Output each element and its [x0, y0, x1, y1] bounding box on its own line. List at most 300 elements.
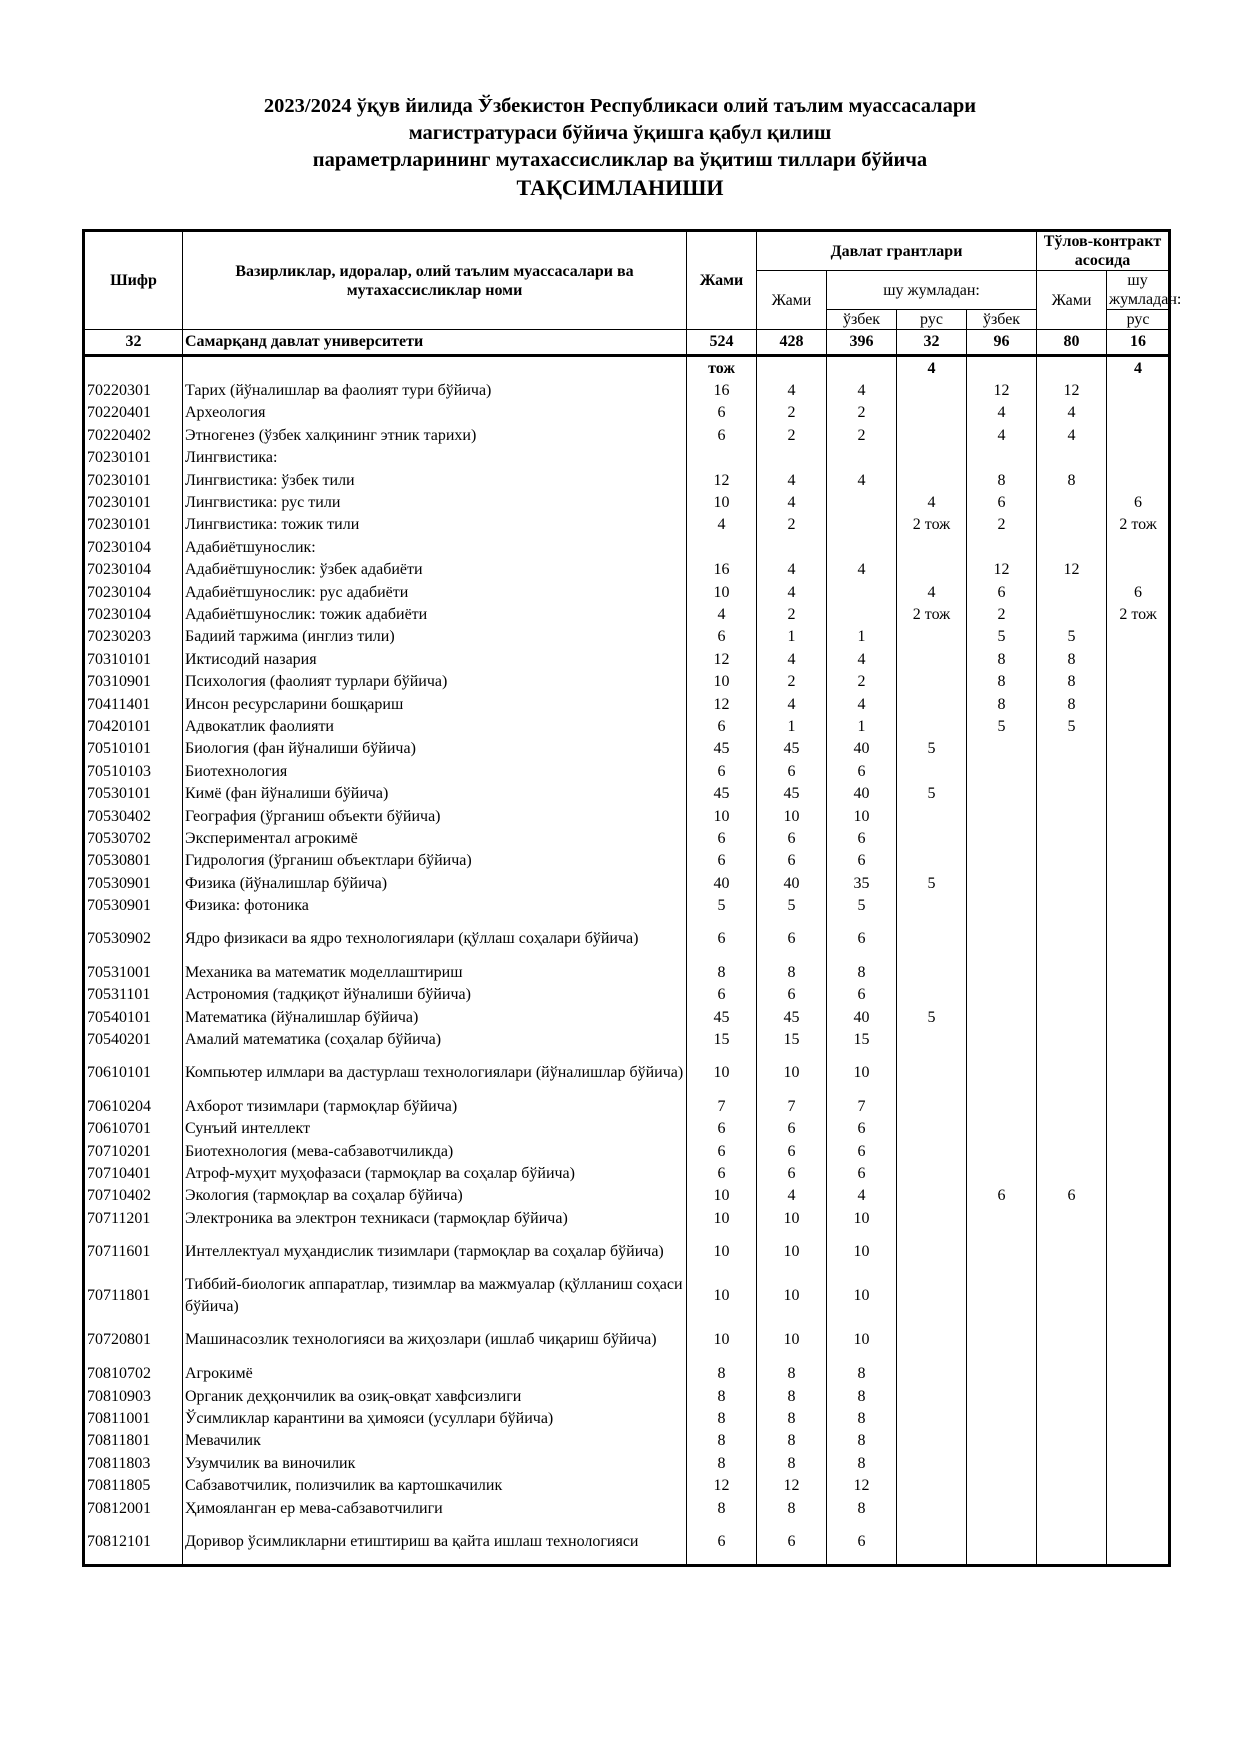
cell-grants-uzbek: 8: [827, 1363, 897, 1385]
specialty-code: 70230101: [84, 514, 183, 536]
specialty-code: 70610204: [84, 1095, 183, 1117]
specialty-code: 70720801: [84, 1318, 183, 1362]
cell-contract-uzbek: [1037, 1162, 1107, 1184]
specialty-code: 70530101: [84, 782, 183, 804]
specialty-name: Лингвистика: рус тили: [183, 491, 687, 513]
cell-contract-uzbek: [1037, 1318, 1107, 1362]
specialty-code: 70530702: [84, 827, 183, 849]
cell-contract-rus: [1107, 715, 1170, 737]
cell-contract-total: 4: [967, 402, 1037, 424]
specialty-name: Агрокимё: [183, 1363, 687, 1385]
table-row: [84, 1475, 1170, 1497]
cell-contract-rus: [1107, 827, 1170, 849]
cell-grants-total: 6: [757, 917, 827, 961]
specialty-name: Интеллектуал муҳандислик тизимлари (тармоқлар ва соҳалар бўйича): [183, 1229, 687, 1273]
cell-total: 6: [687, 850, 757, 872]
cell-grants-total: 6: [757, 1118, 827, 1140]
table-row: [84, 1095, 1170, 1117]
specialty-name: Биотехнология: [183, 760, 687, 782]
specialty-code: 70810903: [84, 1385, 183, 1407]
university-name: Самарқанд давлат университети: [183, 330, 687, 356]
cell-grants-uzbek: 4: [827, 379, 897, 401]
specialty-name: Ахборот тизимлари (тармоқлар бўйича): [183, 1095, 687, 1117]
cell-contract-total: 8: [967, 670, 1037, 692]
cell-grants-rus: [897, 536, 967, 558]
cell-grants-uzbek: 6: [827, 827, 897, 849]
cell-contract-rus: [1107, 961, 1170, 983]
cell-grants-rus: [897, 760, 967, 782]
cell-contract-rus: 2 тож: [1107, 603, 1170, 625]
cell-contract-total: 8: [967, 469, 1037, 491]
cell-total: 10: [687, 1051, 757, 1095]
cell-total: 8: [687, 1363, 757, 1385]
cell-contract-uzbek: 5: [1037, 715, 1107, 737]
cell-grants-total: 10: [757, 1207, 827, 1229]
cell-contract-rus: 6: [1107, 581, 1170, 603]
cell-contract-total: [967, 1207, 1037, 1229]
cell-grants-total: 10: [757, 1318, 827, 1362]
specialty-code: 70710201: [84, 1140, 183, 1162]
cell-contract-total: 4: [967, 424, 1037, 446]
cell-grants-total: 10: [757, 805, 827, 827]
cell-total: 40: [687, 872, 757, 894]
cell-contract-uzbek: [1037, 581, 1107, 603]
cell-grants-rus: 4: [897, 581, 967, 603]
cell-total: 45: [687, 738, 757, 760]
specialty-name: Тиббий-биологик аппаратлар, тизимлар ва мажмуалар (қўлланиш соҳаси бўйича): [183, 1274, 687, 1318]
cell-grants-uzbek: 6: [827, 984, 897, 1006]
table-row: [84, 805, 1170, 827]
university-contract-uzbek: 80: [1037, 330, 1107, 356]
cell-contract-total: [967, 536, 1037, 558]
cell-total: 4: [687, 603, 757, 625]
cell-contract-rus: [1107, 1162, 1170, 1184]
cell-contract-rus: [1107, 559, 1170, 581]
table-row: [84, 648, 1170, 670]
cell-grants-rus: [897, 447, 967, 469]
cell-contract-uzbek: 8: [1037, 469, 1107, 491]
cell-grants-total: 6: [757, 1162, 827, 1184]
cell-total: 45: [687, 1006, 757, 1028]
specialty-code: 70610701: [84, 1118, 183, 1140]
cell-contract-uzbek: [1037, 1452, 1107, 1474]
specialty-name: Этногенез (ўзбек халқининг этник тарихи): [183, 424, 687, 446]
cell-contract-uzbek: [1037, 805, 1107, 827]
table-row: [84, 1318, 1170, 1362]
table-row: [84, 1006, 1170, 1028]
cell-contract-rus: [1107, 1363, 1170, 1385]
cell-contract-rus: [1107, 760, 1170, 782]
cell-contract-rus: [1107, 1430, 1170, 1452]
cell-contract-uzbek: 8: [1037, 648, 1107, 670]
cell-contract-rus: [1107, 1185, 1170, 1207]
cell-contract-total: [967, 760, 1037, 782]
cell-contract-total: [967, 805, 1037, 827]
table-row: [84, 715, 1170, 737]
cell-contract-uzbek: [1037, 1207, 1107, 1229]
specialty-code: 70540201: [84, 1028, 183, 1050]
cell-total: 8: [687, 961, 757, 983]
specialty-code: 70531101: [84, 984, 183, 1006]
note-row: [84, 356, 1170, 380]
university-contract-rus: 16: [1107, 330, 1170, 356]
cell-contract-total: [967, 1095, 1037, 1117]
cell-total: 8: [687, 1385, 757, 1407]
specialty-code: 70510101: [84, 738, 183, 760]
cell-grants-total: 6: [757, 850, 827, 872]
cell-contract-total: [967, 1452, 1037, 1474]
specialty-code: 70530902: [84, 917, 183, 961]
cell-contract-rus: [1107, 379, 1170, 401]
cell-contract-uzbek: [1037, 1497, 1107, 1519]
specialty-code: 70220401: [84, 402, 183, 424]
cell-grants-uzbek: 40: [827, 1006, 897, 1028]
cell-contract-total: [967, 1407, 1037, 1429]
cell-contract-uzbek: [1037, 1028, 1107, 1050]
specialty-name: Инсон ресурсларини бошқариш: [183, 693, 687, 715]
specialty-code: 70812101: [84, 1519, 183, 1565]
specialty-name: Астрономия (тадқиқот йўналиши бўйича): [183, 984, 687, 1006]
cell-contract-rus: [1107, 984, 1170, 1006]
specialty-code: 70510103: [84, 760, 183, 782]
specialty-code: 70310901: [84, 670, 183, 692]
specialty-name: Лингвистика:: [183, 447, 687, 469]
cell-total: [687, 536, 757, 558]
cell-grants-rus: [897, 693, 967, 715]
cell-contract-total: [967, 1140, 1037, 1162]
table-row: [84, 1274, 1170, 1318]
cell-contract-rus: [1107, 1140, 1170, 1162]
specialty-code: 70420101: [84, 715, 183, 737]
cell-contract-uzbek: [1037, 850, 1107, 872]
cell-grants-uzbek: 4: [827, 1185, 897, 1207]
cell-grants-uzbek: 4: [827, 559, 897, 581]
cell-contract-uzbek: [1037, 961, 1107, 983]
cell-grants-uzbek: 10: [827, 805, 897, 827]
cell-contract-total: [967, 1497, 1037, 1519]
table-row: [84, 1185, 1170, 1207]
table-row: [84, 581, 1170, 603]
cell-grants-rus: [897, 917, 967, 961]
cell-total: 6: [687, 1162, 757, 1184]
cell-total: 8: [687, 1497, 757, 1519]
specialty-name: Адабиётшунослик: тожик адабиёти: [183, 603, 687, 625]
cell-contract-total: 6: [967, 1185, 1037, 1207]
cell-grants-rus: [897, 827, 967, 849]
cell-contract-rus: [1107, 536, 1170, 558]
table-row: [84, 1519, 1170, 1565]
cell-grants-total: 8: [757, 1407, 827, 1429]
cell-contract-rus: [1107, 1274, 1170, 1318]
cell-grants-total: 10: [757, 1274, 827, 1318]
specialty-name: Адвокатлик фаолияти: [183, 715, 687, 737]
header-grants-uzbek: ўзбек: [827, 310, 897, 330]
table-row: [84, 850, 1170, 872]
cell-grants-rus: [897, 1095, 967, 1117]
cell-grants-uzbek: [827, 536, 897, 558]
specialty-code: 70812001: [84, 1497, 183, 1519]
cell-contract-uzbek: [1037, 1095, 1107, 1117]
cell-grants-total: 12: [757, 1475, 827, 1497]
table-row: [84, 626, 1170, 648]
header-contract: Тўлов-контракт асосида: [1037, 231, 1170, 271]
specialty-name: Узумчилик ва виночилик: [183, 1452, 687, 1474]
specialty-name: Электроника ва электрон техникаси (тармоқлар бўйича): [183, 1207, 687, 1229]
table-row: [84, 738, 1170, 760]
cell-grants-uzbek: 10: [827, 1318, 897, 1362]
cell-contract-rus: [1107, 1118, 1170, 1140]
cell-contract-rus: [1107, 1497, 1170, 1519]
cell-grants-rus: [897, 894, 967, 916]
cell-grants-total: 6: [757, 1519, 827, 1565]
cell-contract-rus: [1107, 1028, 1170, 1050]
university-total: 524: [687, 330, 757, 356]
cell-grants-uzbek: 12: [827, 1475, 897, 1497]
table-row: [84, 917, 1170, 961]
cell-contract-uzbek: [1037, 872, 1107, 894]
cell-contract-total: [967, 782, 1037, 804]
specialty-name: Экспериментал агрокимё: [183, 827, 687, 849]
cell-grants-uzbek: 10: [827, 1051, 897, 1095]
cell-contract-uzbek: [1037, 536, 1107, 558]
specialty-code: 70810702: [84, 1363, 183, 1385]
cell-grants-rus: [897, 984, 967, 1006]
cell-total: 10: [687, 491, 757, 513]
cell-grants-total: 2: [757, 424, 827, 446]
cell-grants-rus: 5: [897, 872, 967, 894]
header-grants-including: шу жумладан:: [827, 271, 1037, 310]
cell-grants-uzbek: 35: [827, 872, 897, 894]
cell-total: 6: [687, 1519, 757, 1565]
cell-total: 10: [687, 1318, 757, 1362]
header-contract-total: Жами: [1037, 271, 1107, 330]
cell-grants-uzbek: [827, 491, 897, 513]
cell-grants-uzbek: 6: [827, 1519, 897, 1565]
cell-contract-rus: [1107, 1006, 1170, 1028]
cell-contract-uzbek: [1037, 1385, 1107, 1407]
cell-contract-rus: [1107, 917, 1170, 961]
cell-contract-uzbek: [1037, 738, 1107, 760]
cell-grants-uzbek: 8: [827, 1497, 897, 1519]
cell-contract-rus: [1107, 1318, 1170, 1362]
header-contract-rus: рус: [1107, 310, 1170, 330]
header-grants: Давлат грантлари: [757, 231, 1037, 271]
table-row: [84, 1430, 1170, 1452]
specialty-code: 70811001: [84, 1407, 183, 1429]
table-row: [84, 402, 1170, 424]
specialty-name: Лингвистика: тожик тили: [183, 514, 687, 536]
header-name: Вазирликлар, идоралар, олий таълим муассасалари ва мутахассисликлар номи: [183, 231, 687, 330]
cell-grants-rus: 2 тож: [897, 514, 967, 536]
cell-grants-total: 4: [757, 1185, 827, 1207]
cell-grants-uzbek: 7: [827, 1095, 897, 1117]
specialty-code: 70411401: [84, 693, 183, 715]
cell-grants-uzbek: 15: [827, 1028, 897, 1050]
specialty-code: 70711601: [84, 1229, 183, 1273]
cell-grants-total: 2: [757, 514, 827, 536]
specialty-name: Биотехнология (мева-сабзавотчиликда): [183, 1140, 687, 1162]
cell-total: 7: [687, 1095, 757, 1117]
cell-contract-total: [967, 1006, 1037, 1028]
cell-contract-rus: [1107, 670, 1170, 692]
specialty-name: Физика (йўналишлар бўйича): [183, 872, 687, 894]
specialty-code: 70530901: [84, 872, 183, 894]
specialty-code: 70530801: [84, 850, 183, 872]
cell-grants-total: 4: [757, 379, 827, 401]
cell-grants-rus: 4: [897, 491, 967, 513]
cell-contract-total: 12: [967, 379, 1037, 401]
cell-contract-rus: [1107, 850, 1170, 872]
cell-contract-uzbek: 12: [1037, 379, 1107, 401]
cell-grants-rus: [897, 469, 967, 491]
cell-grants-total: 7: [757, 1095, 827, 1117]
specialty-code: 70710402: [84, 1185, 183, 1207]
cell-contract-uzbek: [1037, 984, 1107, 1006]
specialty-code: 70540101: [84, 1006, 183, 1028]
cell-grants-rus: [897, 1140, 967, 1162]
cell-contract-rus: [1107, 894, 1170, 916]
specialty-code: 70811803: [84, 1452, 183, 1474]
specialty-name: Атроф-муҳит муҳофазаси (тармоқлар ва соҳалар бўйича): [183, 1162, 687, 1184]
specialty-name: Ҳимояланган ер мева-сабзавотчилиги: [183, 1497, 687, 1519]
cell-total: 10: [687, 1185, 757, 1207]
cell-contract-uzbek: [1037, 1006, 1107, 1028]
cell-total: 10: [687, 581, 757, 603]
university-code: 32: [84, 330, 183, 356]
cell-contract-rus: [1107, 872, 1170, 894]
cell-contract-uzbek: [1037, 447, 1107, 469]
cell-total: 6: [687, 715, 757, 737]
cell-grants-total: 40: [757, 872, 827, 894]
table-row: [84, 1497, 1170, 1519]
cell-grants-rus: [897, 1519, 967, 1565]
cell-contract-uzbek: 4: [1037, 424, 1107, 446]
cell-contract-total: [967, 984, 1037, 1006]
header-contract-including: шу жумладан:: [1107, 271, 1170, 310]
cell-grants-uzbek: 10: [827, 1207, 897, 1229]
cell-total: 10: [687, 1207, 757, 1229]
cell-contract-total: 2: [967, 603, 1037, 625]
cell-contract-rus: [1107, 1475, 1170, 1497]
cell-contract-rus: [1107, 402, 1170, 424]
cell-grants-total: 6: [757, 984, 827, 1006]
cell-contract-total: [967, 872, 1037, 894]
cell-grants-total: 8: [757, 1497, 827, 1519]
cell-grants-uzbek: 2: [827, 670, 897, 692]
specialty-code: 70230104: [84, 603, 183, 625]
cell-total: 6: [687, 760, 757, 782]
cell-grants-total: [757, 536, 827, 558]
specialty-name: Адабиётшунослик: рус адабиёти: [183, 581, 687, 603]
table-row: [84, 894, 1170, 916]
cell-grants-uzbek: 1: [827, 715, 897, 737]
cell-grants-rus: [897, 670, 967, 692]
cell-contract-uzbek: [1037, 1475, 1107, 1497]
specialty-name: Ядро физикаси ва ядро технологиялари (қўллаш соҳалари бўйича): [183, 917, 687, 961]
cell-grants-uzbek: 8: [827, 1430, 897, 1452]
cell-grants-rus: [897, 1274, 967, 1318]
cell-grants-uzbek: 4: [827, 648, 897, 670]
specialty-name: Адабиётшунослик:: [183, 536, 687, 558]
cell-grants-uzbek: 8: [827, 1385, 897, 1407]
specialty-code: 70811805: [84, 1475, 183, 1497]
cell-contract-uzbek: [1037, 894, 1107, 916]
note-grants-rus: 4: [897, 356, 967, 380]
university-grants-rus: 32: [897, 330, 967, 356]
table-row: [84, 469, 1170, 491]
title-line-3: параметрларининг мутахассисликлар ва ўқитиш тиллари бўйича: [312, 149, 928, 171]
table-row: [84, 827, 1170, 849]
specialty-name: Тарих (йўналишлар ва фаолият тури бўйича): [183, 379, 687, 401]
cell-grants-total: 8: [757, 1452, 827, 1474]
cell-contract-rus: [1107, 1095, 1170, 1117]
cell-grants-total: 2: [757, 603, 827, 625]
cell-grants-uzbek: 5: [827, 894, 897, 916]
cell-contract-rus: [1107, 1407, 1170, 1429]
cell-total: 8: [687, 1430, 757, 1452]
cell-grants-total: 6: [757, 760, 827, 782]
cell-contract-total: [967, 1162, 1037, 1184]
cell-total: 10: [687, 1274, 757, 1318]
table-row: [84, 1140, 1170, 1162]
cell-grants-rus: [897, 424, 967, 446]
cell-grants-total: 10: [757, 1229, 827, 1273]
specialty-code: 70230104: [84, 581, 183, 603]
cell-total: 10: [687, 805, 757, 827]
cell-grants-rus: [897, 850, 967, 872]
cell-grants-total: 45: [757, 1006, 827, 1028]
specialty-name: Доривор ўсимликларни етиштириш ва қайта ишлаш технологияси: [183, 1519, 687, 1565]
cell-grants-rus: [897, 379, 967, 401]
cell-grants-total: 45: [757, 738, 827, 760]
cell-grants-rus: [897, 648, 967, 670]
cell-total: 6: [687, 827, 757, 849]
specialty-code: 70530901: [84, 894, 183, 916]
cell-total: 12: [687, 648, 757, 670]
cell-grants-uzbek: 4: [827, 469, 897, 491]
cell-contract-rus: [1107, 1229, 1170, 1273]
cell-total: 8: [687, 1452, 757, 1474]
cell-total: 12: [687, 1475, 757, 1497]
cell-grants-total: 6: [757, 827, 827, 849]
cell-grants-uzbek: 40: [827, 782, 897, 804]
table-row: [84, 984, 1170, 1006]
title-line-4: ТАҚСИМЛАНИШИ: [516, 175, 724, 200]
header-contract-uzbek: ўзбек: [967, 310, 1037, 330]
cell-contract-rus: [1107, 424, 1170, 446]
specialty-code: 70710401: [84, 1162, 183, 1184]
cell-contract-total: 8: [967, 648, 1037, 670]
specialty-name: Гидрология (ўрганиш объектлари бўйича): [183, 850, 687, 872]
cell-contract-total: [967, 1274, 1037, 1318]
cell-total: 45: [687, 782, 757, 804]
cell-contract-total: [967, 1363, 1037, 1385]
cell-contract-uzbek: 4: [1037, 402, 1107, 424]
specialty-name: Амалий математика (соҳалар бўйича): [183, 1028, 687, 1050]
table-row: [84, 670, 1170, 692]
specialty-code: 70230104: [84, 559, 183, 581]
cell-contract-uzbek: [1037, 1118, 1107, 1140]
cell-total: 4: [687, 514, 757, 536]
cell-contract-rus: [1107, 1051, 1170, 1095]
cell-contract-uzbek: 5: [1037, 626, 1107, 648]
cell-contract-uzbek: [1037, 1229, 1107, 1273]
cell-grants-uzbek: 8: [827, 1407, 897, 1429]
table-row: [84, 514, 1170, 536]
cell-total: 10: [687, 670, 757, 692]
cell-grants-uzbek: 8: [827, 1452, 897, 1474]
cell-grants-uzbek: 6: [827, 917, 897, 961]
